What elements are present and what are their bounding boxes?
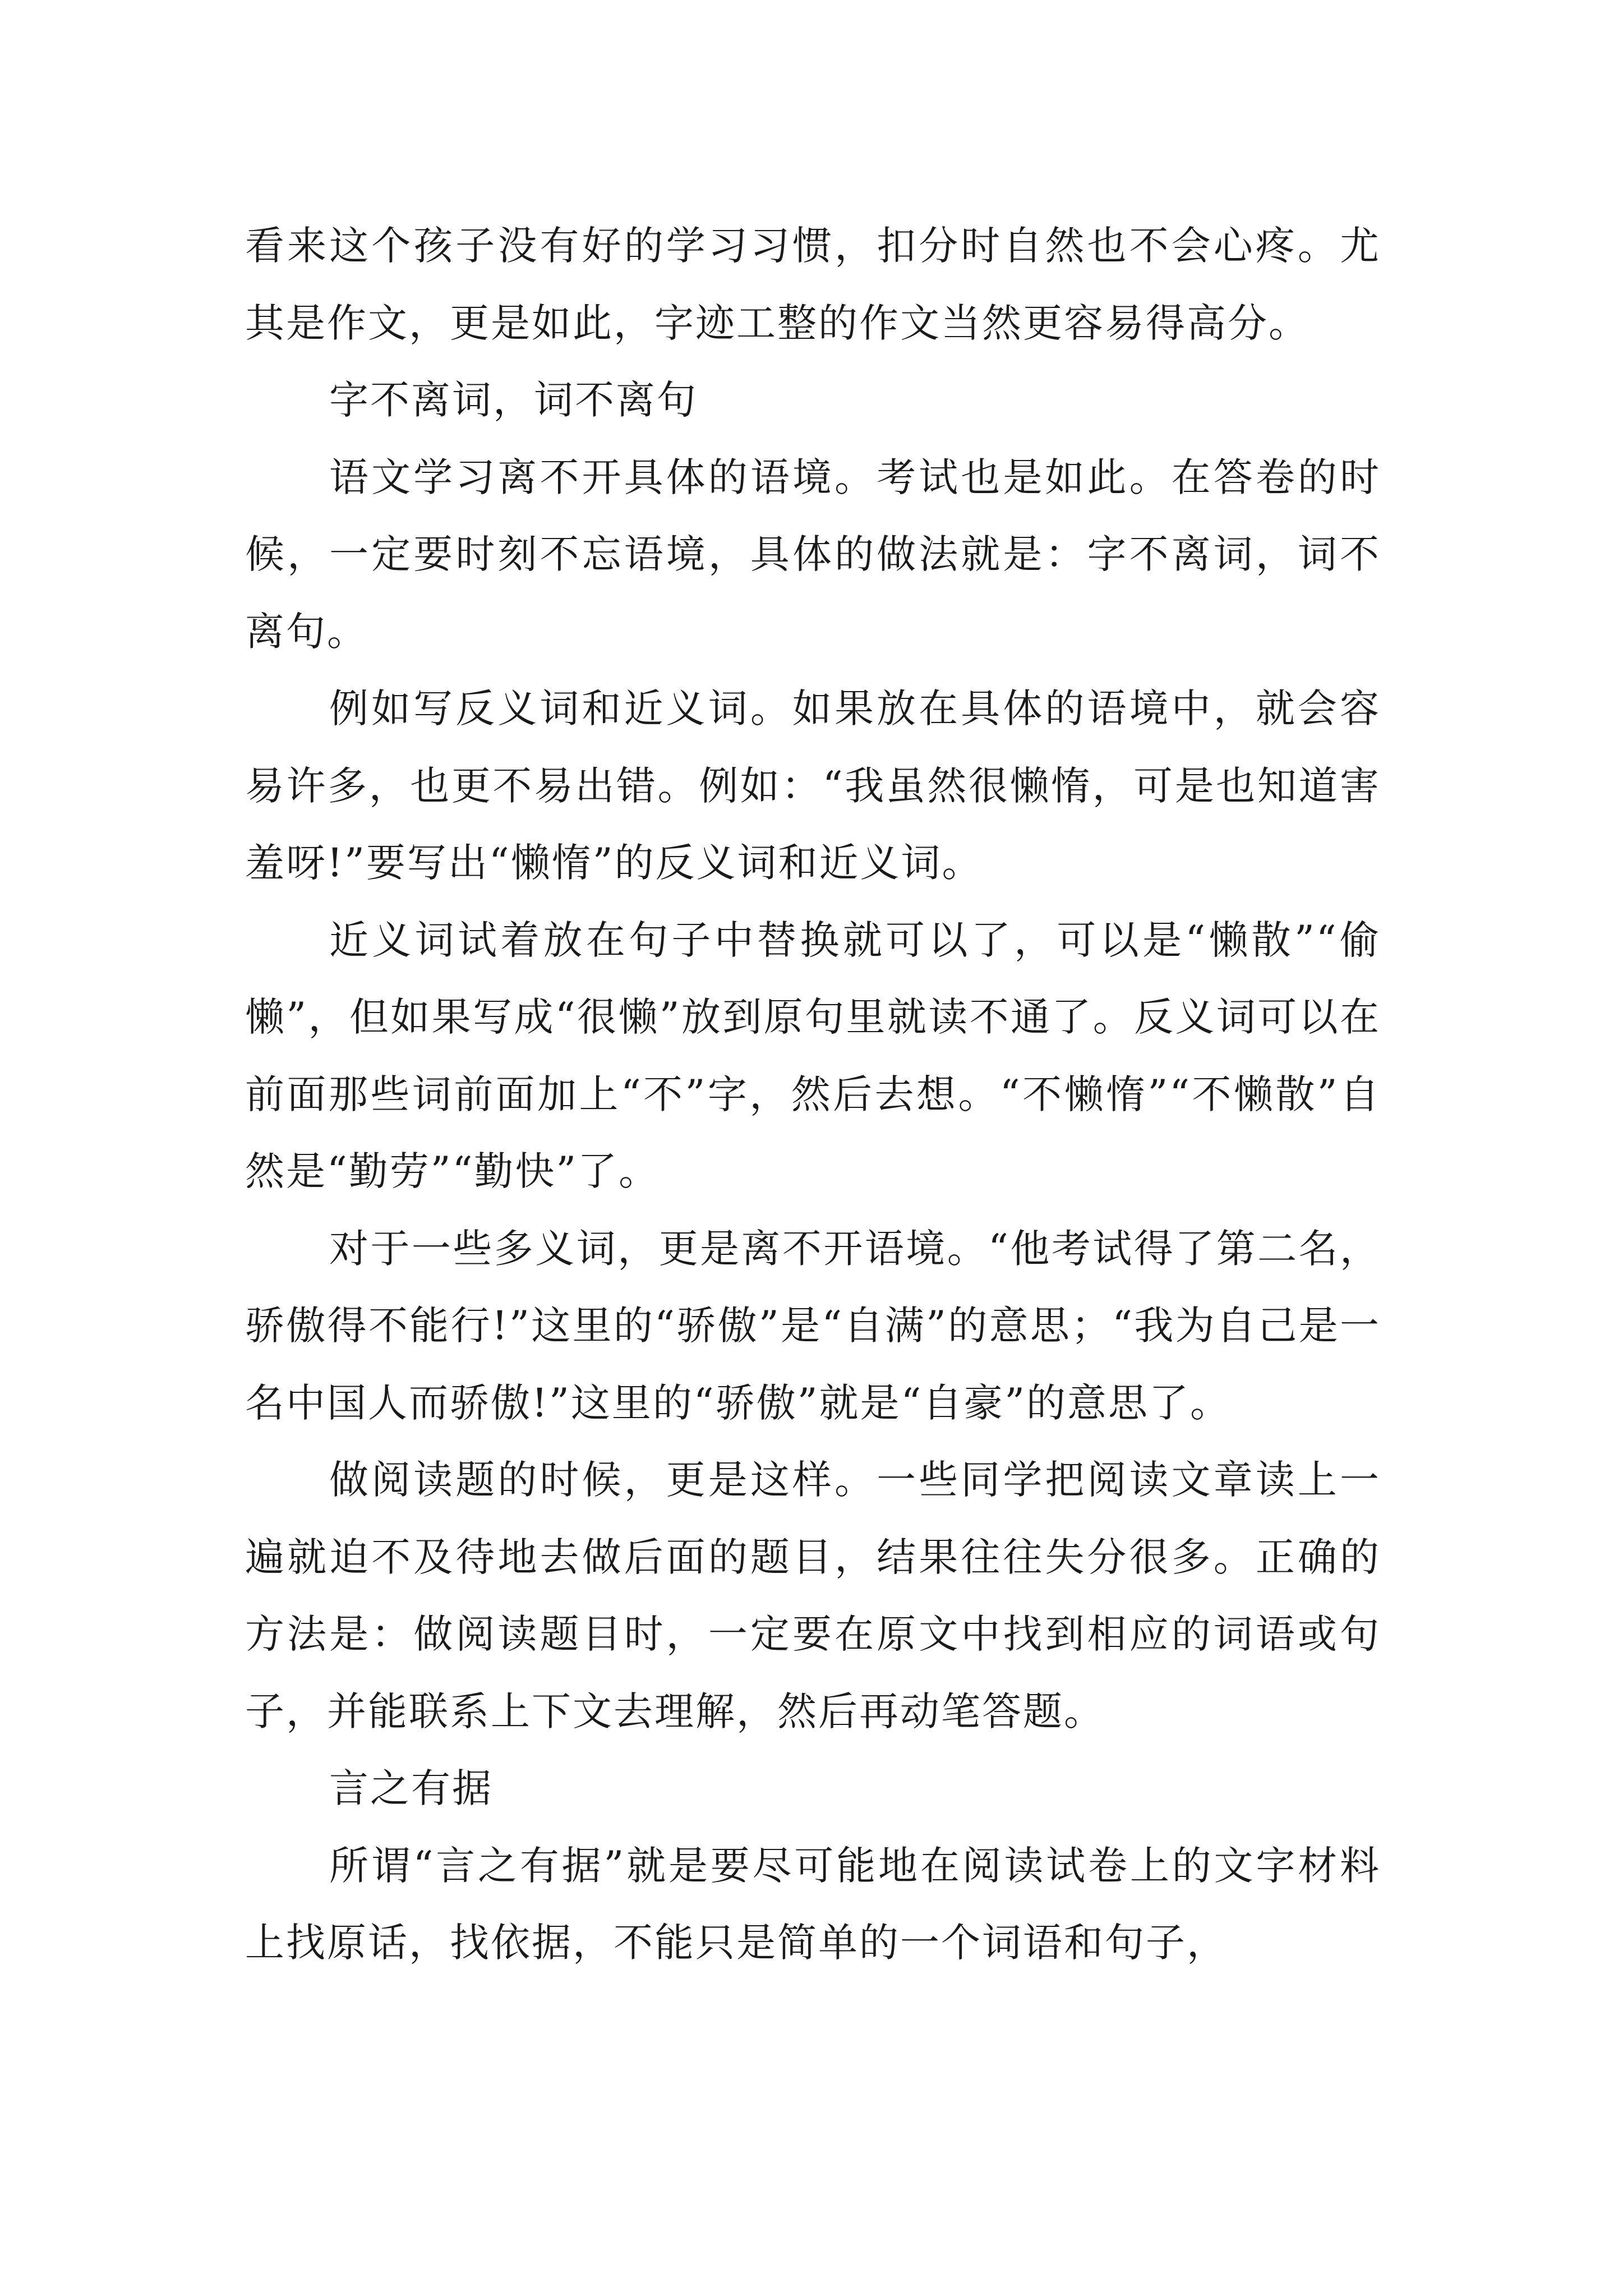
paragraph-polysemy: 对于一些多义词，更是离不开语境。“他考试得了第二名，骄傲得不能行!”这里的“骄傲”是“自满”的意思；“我为自己是一名中国人而骄傲!”这里的“骄傲”就是“自豪”的意思了。 [245,1225,1381,1426]
paragraph-context: 语文学习离不开具体的语境。考试也是如此。在答卷的时候，一定要时刻不忘语境，具体的做法就是：字不离词，词不离句。 [245,454,1381,655]
paragraph-synonym-substitution: 近义词试着放在句子中替换就可以了，可以是“懒散”“偷懒”，但如果写成“很懒”放到原句里就读不通了。反义词可以在前面那些词前面加上“不”字，然后去想。“不懒惰”“不懒散”自然是“勤劳”“勤快”了。 [245,917,1381,1194]
section-heading-evidence: 言之有据 [329,1765,493,1811]
paragraph-antonym-synonym: 例如写反义词和近义词。如果放在具体的语境中，就会容易许多，也更不易出错。例如：“我虽然很懒惰，可是也知道害羞呀!”要写出“懒惰”的反义词和近义词。 [245,685,1381,886]
paragraph-evidence: 所谓“言之有据”就是要尽可能地在阅读试卷上的文字材料上找原话，找依据，不能只是简单的一个词语和句子， [245,1842,1381,1966]
document-body [245,208,1381,1982]
section-heading-words-in-context: 字不离词，词不离句 [329,377,698,423]
paragraph-reading-questions: 做阅读题的时候，更是这样。一些同学把阅读文章读上一遍就迫不及待地去做后面的题目，结果往往失分很多。正确的方法是：做阅读题目时，一定要在原文中找到相应的词语或句子，并能联系上下文去理解，然后再动笔答题。 [245,1457,1381,1734]
paragraph-continuation: 看来这个孩子没有好的学习习惯，扣分时自然也不会心疼。尤其是作文，更是如此，字迹工整的作文当然更容易得高分。 [245,223,1381,346]
